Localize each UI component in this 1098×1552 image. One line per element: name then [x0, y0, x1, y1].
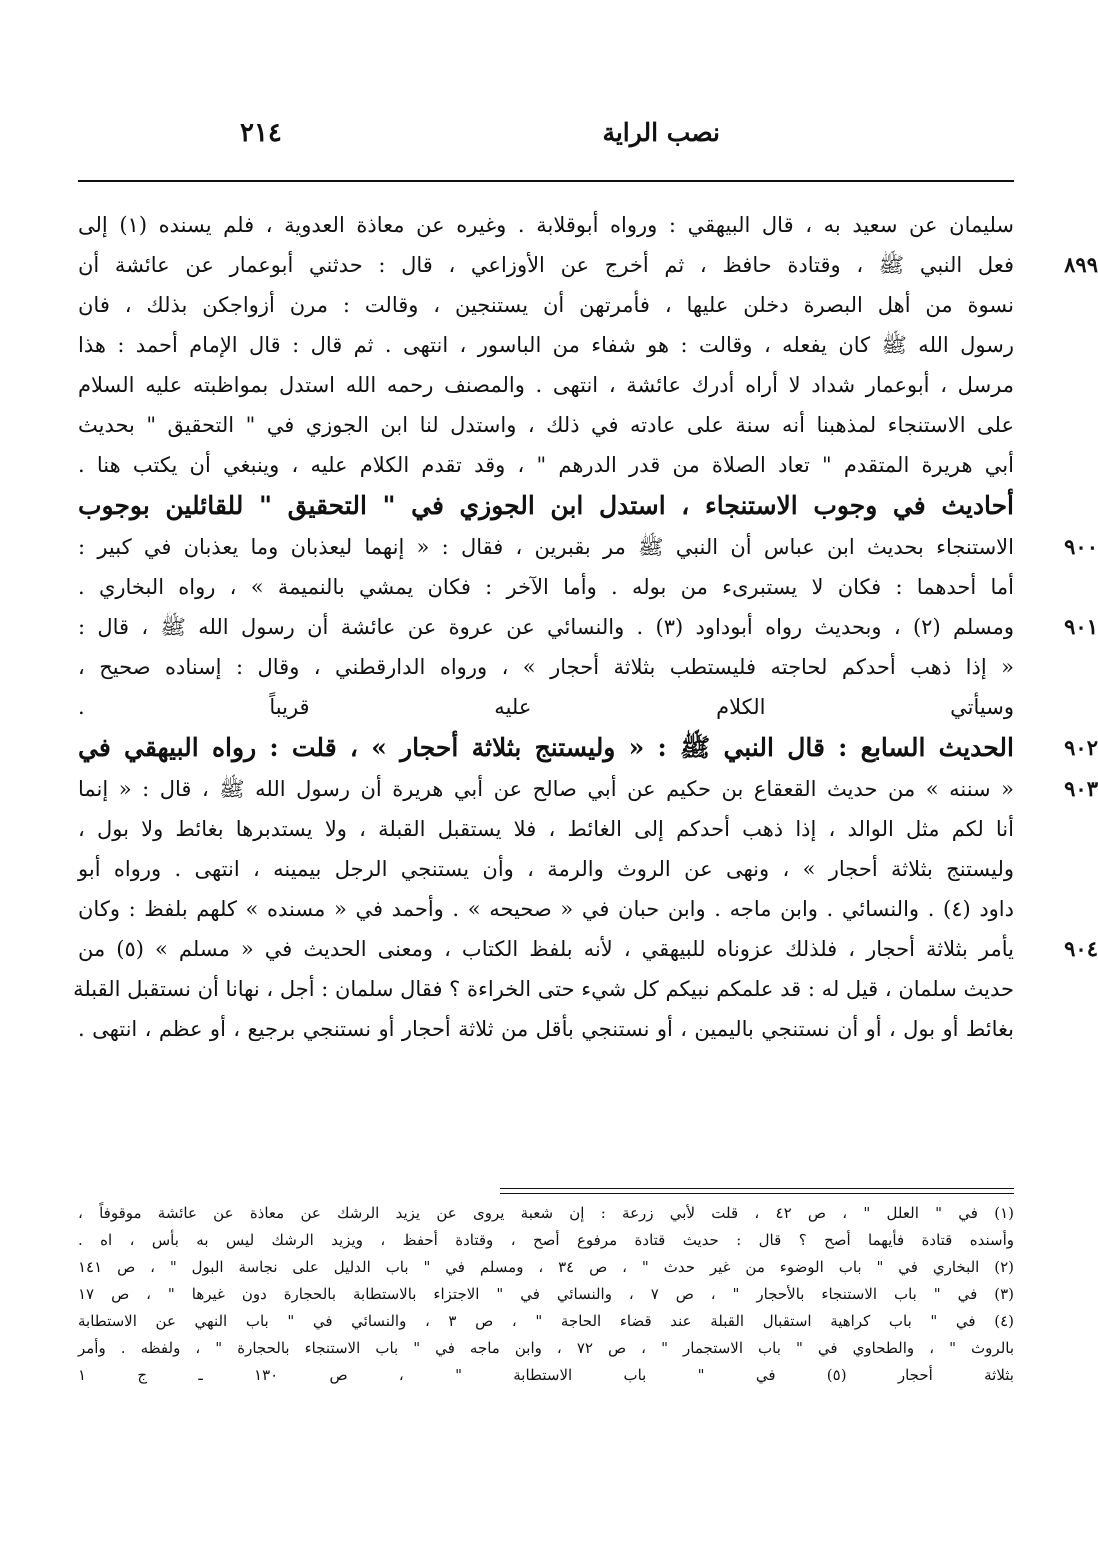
text-line-content: « إذا ذهب أحدكم لحاجته فليستطب بثلاثة أحجار » ، ورواه الدارقطني ، وقال : إسناده صحيح ،	[78, 655, 1014, 679]
text-line	[73, 969, 1014, 1009]
hadith-number: ٩٠١	[1064, 614, 1098, 639]
footnote-line: (١) في " العلل " ، ص ٤٢ ، قلت لأبي زرعة : إن شعبة يروى عن يزيد الرشك عن معاذة عن عائشة موقوفاً ،	[78, 1204, 1014, 1222]
text-line-content: وسيأتي الكلام عليه قريباً .	[78, 695, 1014, 719]
footnote-rule	[500, 1188, 1014, 1189]
text-line-content: الاستنجاء بحديث ابن عباس أن النبي ﷺ مر بقبرين ، فقال : « إنهما ليعذبان وما يعذبان في كبير :	[78, 535, 1014, 559]
footnote-line: بالروث " ، والطحاوي في " باب الاستجمار " ، ص ٧٢ ، وابن ماجه في " باب الاستنجاء بالحجارة " ، ولفظه . وأمر	[78, 1339, 1015, 1357]
text-line	[78, 769, 1098, 809]
footnote-line: (٢) البخاري في " باب الوضوء من غير حدث " ، ص ٣٤ ، ومسلم في " باب الدليل على نجاسة البول " ، ص ١٤١	[78, 1258, 1015, 1276]
text-line-content: أما أحدهما : فكان لا يستبرىء من بوله . وأما الآخر : فكان يمشي بالنميمة » ، رواه البخاري .	[78, 575, 1014, 599]
main-text	[73, 205, 1098, 1049]
hadith-number: ٨٩٩	[1064, 252, 1098, 277]
text-line-content: يأمر بثلاثة أحجار ، فلذلك عزوناه للبيهقي ، لأنه بلفظ الكتاب ، ومعنى الحديث في « مسلم » (٥) من	[78, 937, 1014, 961]
text-line-content: داود (٤) . والنسائي . وابن ماجه . وابن حبان في « صحيحه » . وأحمد في « مسنده » كلهم بلفظ : وكان	[78, 897, 1014, 921]
text-line-content: مرسل ، أبوعمار شداد لا أراه أدرك عائشة ، انتهى . والمصنف رحمه الله استدل بمواظبته عليه السلام	[78, 373, 1014, 397]
text-line	[78, 889, 1014, 929]
text-line	[78, 485, 1014, 527]
text-line	[78, 245, 1098, 285]
text-line	[78, 365, 1014, 405]
footnote-rule-secondary	[500, 1193, 1014, 1194]
text-line-content: على الاستنجاء لمذهبنا أنه سنة على عادته في ذلك ، واستدل لنا ابن الجوزي في " التحقيق " بحديث	[78, 413, 1014, 437]
text-line	[78, 647, 1014, 687]
text-line	[78, 1009, 1014, 1049]
footnote-line: (٣) في " باب الاستنجاء بالأحجار " ، ص ٧ ، والنسائي في " الاجتزاء بالاستطابة بالحجارة دون غيرها " ، ص ١٧	[78, 1285, 1015, 1303]
running-title: نصب الراية	[602, 118, 720, 147]
text-line-content: أبي هريرة المتقدم " تعاد الصلاة من قدر الدرهم " ، وقد تقدم الكلام عليه ، وينبغي أن يكتب هنا .	[78, 453, 1014, 477]
text-line-content: فعل النبي ﷺ ، وقتادة حافظ ، ثم أخرج عن الأوزاعي ، قال : حدثني أبوعمار عن عائشة أن	[78, 253, 1014, 277]
hadith-number: ٩٠٤	[1064, 936, 1098, 961]
footnote-line: بثلاثة أحجار (٥) في " باب الاستطابة " ، ص ١٣٠ ـ ج ١	[78, 1366, 1014, 1384]
text-line	[78, 687, 1014, 727]
text-line	[78, 445, 1014, 485]
text-line	[78, 205, 1014, 245]
text-line-content: « سننه » من حديث القعقاع بن حكيم عن أبي صالح عن أبي هريرة أن رسول الله ﷺ ، قال : « إنما	[78, 777, 1014, 801]
hadith-number: ٩٠٠	[1064, 534, 1098, 559]
text-line	[78, 727, 1098, 769]
text-line-content: بغائط أو بول ، أو أن نستنجي باليمين ، أو نستنجي بأقل من ثلاثة أحجار أو نستنجي برجيع ، أو عظم ، انتهى .	[78, 1017, 1014, 1041]
text-line	[78, 929, 1098, 969]
text-line-content: أنا لكم مثل الوالد ، إذا ذهب أحدكم إلى الغائط ، فلا يستقبل القبلة ، ولا يستدبرها بغائط ولا بول ،	[78, 817, 1014, 841]
text-line	[78, 809, 1014, 849]
footnote-line: (٤) في " باب كراهية استقبال القبلة عند قضاء الحاجة " ، ص ٣ ، والنسائي في " باب النهي عن الاستطابة	[78, 1312, 1014, 1330]
text-line-content: رسول الله ﷺ كان يفعله ، وقالت : هو شفاء من الباسور ، انتهى . ثم قال : قال الإمام أحمد : هذا	[78, 333, 1014, 357]
text-line	[78, 405, 1014, 445]
page-number: ٢١٤	[240, 118, 282, 148]
header-rule	[78, 180, 1014, 182]
text-line-content: حديث سلمان ، قيل له : قد علمكم نبيكم كل شيء حتى الخراءة ؟ فقال سلمان : أجل ، نهانا أن نستقبل القبلة	[73, 977, 1014, 1001]
text-line	[78, 567, 1014, 607]
text-line	[78, 325, 1014, 365]
text-line-content: نسوة من أهل البصرة دخلن عليها ، فأمرتهن أن يستنجين ، وقالت : مرن أزواجكن بذلك ، فان	[78, 293, 1014, 317]
text-line	[78, 285, 1014, 325]
text-line-content: وليستنج بثلاثة أحجار » ، ونهى عن الروث والرمة ، وأن يستنجي الرجل بيمينه ، انتهى . ورواه أبو	[78, 857, 1014, 881]
hadith-number: ٩٠٣	[1064, 776, 1098, 801]
text-line	[78, 607, 1098, 647]
page-header	[240, 118, 900, 158]
text-line-content: ومسلم (٢) ، وبحديث رواه أبوداود (٣) . والنسائي عن عروة عن عائشة أن رسول الله ﷺ ، قال :	[78, 615, 1015, 639]
text-line	[78, 527, 1098, 567]
text-line	[78, 849, 1014, 889]
footnotes	[78, 1200, 1014, 1389]
text-line-content: سليمان عن سعيد به ، قال البيهقي : ورواه أبوقلابة . وغيره عن معاذة العدوية ، فلم يسنده (١) إلى	[78, 213, 1014, 237]
hadith-number: ٩٠٢	[1064, 735, 1098, 760]
footnote-line: وأسنده قتادة فأيهما أصح ؟ قال : حديث قتادة مرفوع أصح ، وقتادة أحفظ ، ويزيد الرشك ليس به بأس ، اه .	[78, 1231, 1014, 1249]
text-line-content: أحاديث في وجوب الاستنجاء ، استدل ابن الجوزي في " التحقيق " للقائلين بوجوب	[78, 491, 1014, 520]
text-line-content: الحديث السابع : قال النبي ﷺ : « وليستنج بثلاثة أحجار » ، قلت : رواه البيهقي في	[78, 733, 1014, 762]
